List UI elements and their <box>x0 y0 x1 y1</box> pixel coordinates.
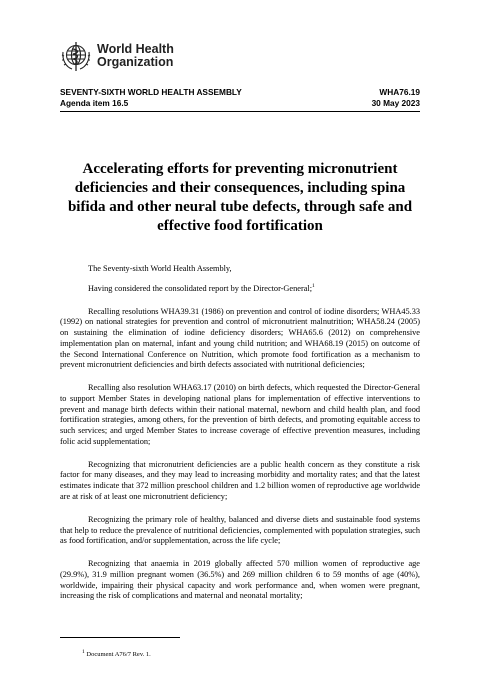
org-name-line2: Organization <box>97 55 174 69</box>
document-date: 30 May 2023 <box>371 97 420 108</box>
resolution-title: Accelerating efforts for preventing micronutrient deficiencies and their consequences, including spina bifida and other neural tube defects, through safe and effective food fortification <box>67 161 413 234</box>
paragraph: Recalling also resolution WHA63.17 (2010) on birth defects, which requested the Director-General to support Member States in developing national plans for implementation of effective interventions to prevent and manage birth defects within their national maternal, newborn and child health plan, and food fortification strategies, among others, for the prevention of birth defects, and promoting equitable access to such services; and urged Member States to increase coverage of effective prevention measures, including folic acid supplementation; <box>60 383 420 446</box>
header-divider <box>60 111 420 112</box>
agenda-item: Agenda item 16.5 <box>60 97 129 108</box>
document-info <box>372 87 420 108</box>
footnote-text: Document A76/7 Rev. 1. <box>86 651 151 658</box>
footnote-divider <box>60 637 180 638</box>
who-emblem-icon <box>60 40 92 72</box>
assembly-info <box>60 87 242 108</box>
footnote <box>82 648 151 659</box>
paragraph: Recalling resolutions WHA39.31 (1986) on prevention and control of iodine disorders; WHA45.33 (1992) on national strategies for prevention and control of micronutrient malnutrition; WHA58.24 (2005) on sustaining the elimination of iodine deficiency disorders; WHA65.6 (2012) on comprehensive implementation plan on maternal, infant and young child nutrition; and WHA68.19 (2015) on outcome of the Second International Conference on Nutrition, which promote food fortification as a mechanism to prevent micronutrient deficiencies and birth defects associated with nutritional deficiencies; <box>60 306 420 370</box>
footnote-marker: 1 <box>82 648 85 655</box>
org-name-line1: World Health <box>97 42 174 56</box>
paragraph: The Seventy-sixth World Health Assembly, <box>88 264 232 273</box>
paragraph: Recognizing the primary role of healthy, balanced and diverse diets and sustainable food systems that help to reduce the prevalence of nutritional deficiencies, complemented with population strategies, such as food fortification, and/or supplementation, across the life cycle; <box>60 514 420 546</box>
organization-name <box>97 43 174 69</box>
footnote-reference[interactable]: 1 <box>312 282 315 289</box>
paragraph: Recognizing that anaemia in 2019 globally affected 570 million women of reproductive age (29.9%), 31.9 million pregnant women (36.5%) and 269 million children 6 to 59 months of age (40%), worldwide, impairing their physical capacity and work performance and, when women were pregnant, increasing the risk of complications and maternal and neonatal mortality; <box>60 559 420 601</box>
document-number: WHA76.19 <box>379 87 420 97</box>
resolution-body <box>60 264 420 614</box>
assembly-name: SEVENTY-SIXTH WORLD HEALTH ASSEMBLY <box>60 87 242 97</box>
paragraph: Having considered the consolidated report by the Director-General;$^1$ <box>88 282 315 293</box>
who-logo <box>60 40 174 72</box>
paragraph: Recognizing that micronutrient deficiencies are a public health concern as they constitute a risk factor for many diseases, and they may lead to increasing morbidity and mortality rates; and that the latest estimates indicate that 372 million preschool children and 1.2 billion women of reproductive age worldwide are at risk of at least one micronutrient deficiency; <box>60 459 420 501</box>
